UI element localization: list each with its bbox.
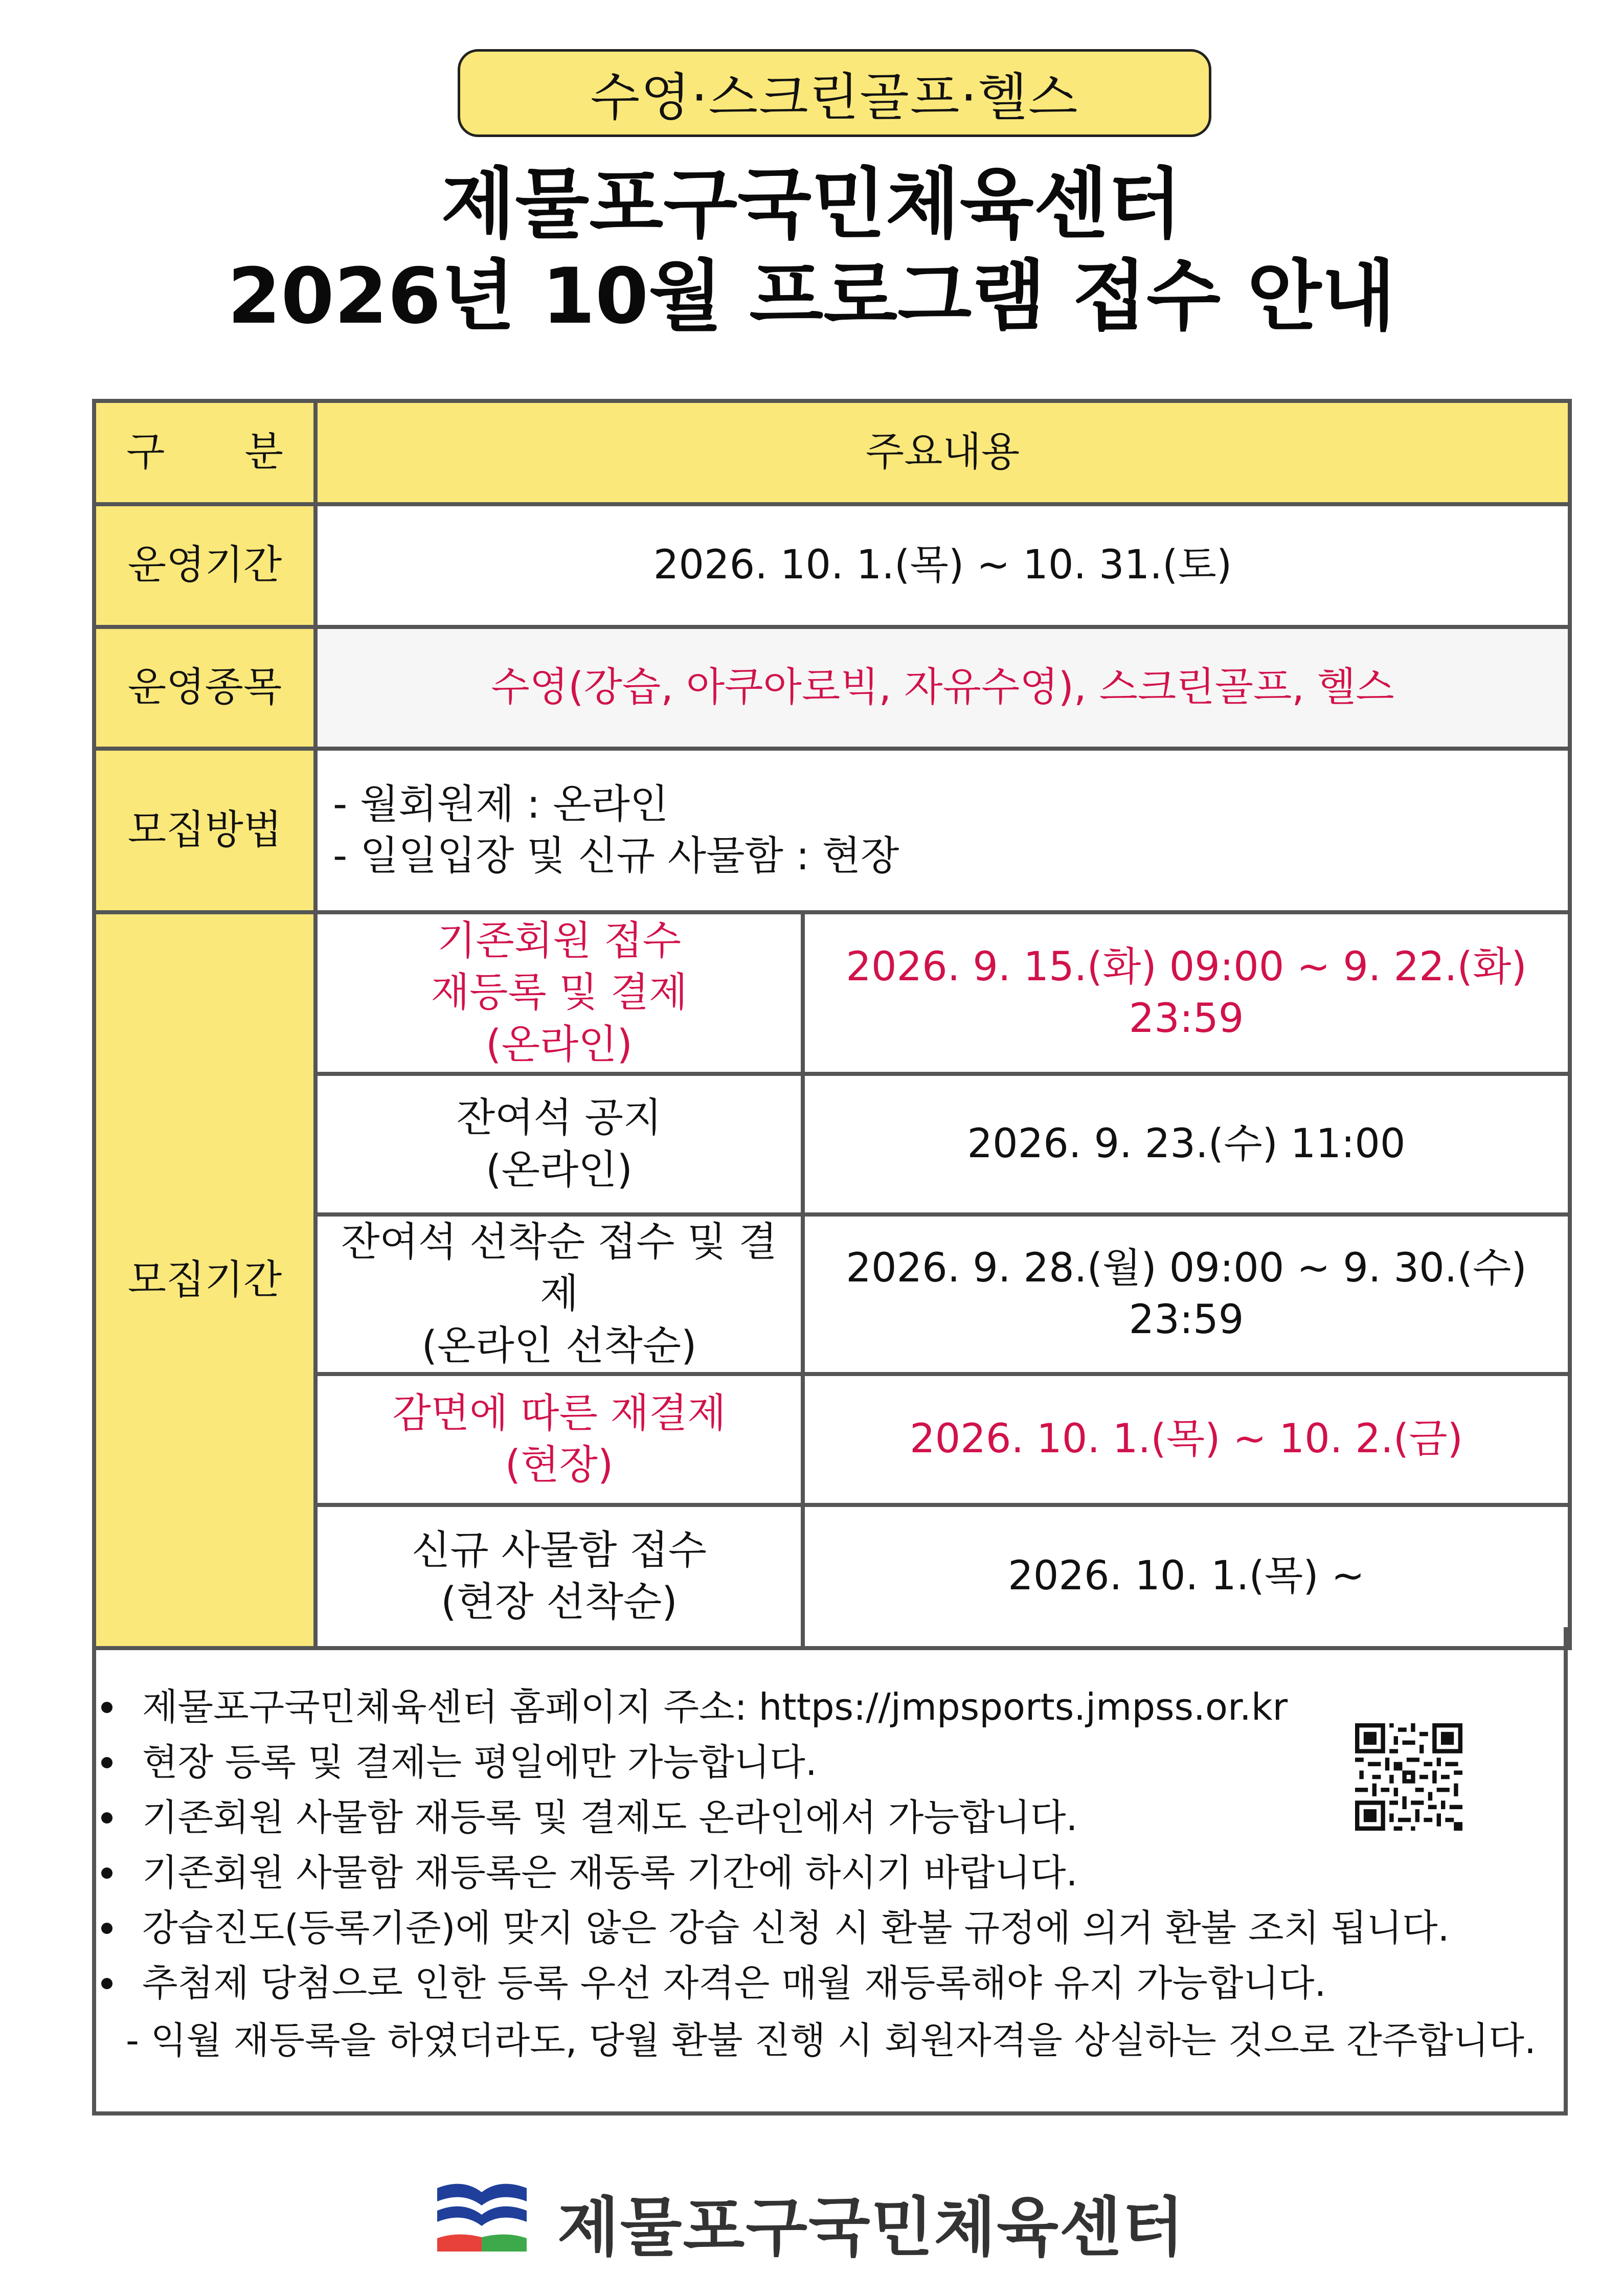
table-header-row (94, 401, 1570, 504)
note-text: 추첨제 당첨으로 인한 등록 우선 자격은 매월 재등록해야 유지 가능합니다. (142, 1962, 1326, 2005)
recruit-item-line: 재등록 및 결제 (431, 970, 688, 1016)
organization-logo-icon (435, 2181, 529, 2253)
table-row (94, 1374, 1570, 1505)
qr-code-icon[interactable] (1355, 1723, 1462, 1831)
note-text: 기존회원 사물함 재등록 및 결제도 온라인에서 가능합니다. (142, 1796, 1078, 1839)
recruit-item-line: 잔여석 선착순 접수 및 결제 (341, 1219, 777, 1317)
list-item (96, 1900, 1450, 1955)
recruit-item-line: 잔여석 공지 (456, 1095, 662, 1141)
table-row (94, 749, 1570, 912)
recruit-item-line: 감면에 따른 재결제 (392, 1390, 726, 1436)
sub-note: - 익월 재등록을 하였더라도, 당월 환불 진행 시 회원자격을 상실하는 것으로 간주합니다. (126, 2019, 1536, 2062)
category-label: 수영·스크린골프·헬스 (590, 67, 1079, 127)
bullet-icon (101, 1757, 112, 1768)
recruit-item-line: (온라인) (486, 1146, 633, 1193)
note-text: 제물포구국민체육센터 홈페이지 주소: https://jmpsports.jmpss.or.kr (142, 1685, 1288, 1728)
recruit-item-cell (315, 1374, 803, 1505)
program-info-table (92, 399, 1572, 1650)
row-label-operation-items: 운영종목 (94, 627, 315, 749)
bullet-icon (101, 1867, 112, 1879)
operation-period-value: 2026. 10. 1.(목) ~ 10. 31.(토) (315, 504, 1570, 627)
recruit-item-line: (온라인) (486, 1021, 633, 1068)
page-title: 제물포구국민체육센터 (441, 160, 1182, 249)
recruit-item-cell (315, 912, 803, 1074)
recruit-item-cell (315, 1074, 803, 1214)
row-label-recruit-period: 모집기간 (94, 912, 315, 1648)
recruit-date-cell: 2026. 9. 23.(수) 11:00 (803, 1074, 1570, 1214)
organization-name: 제물포구국민체육센터 (557, 2191, 1185, 2265)
table-row (94, 912, 1570, 1074)
header-cell-content: 주요내용 (315, 401, 1570, 504)
bullet-icon (101, 1702, 112, 1713)
category-badge (458, 49, 1211, 137)
notes-box (92, 1627, 1568, 2115)
list-item (96, 1955, 1450, 2011)
header-cell-category: 구 분 (94, 401, 315, 504)
table-row (94, 1214, 1570, 1374)
recruit-item-line: (현장) (505, 1442, 614, 1489)
row-label-recruit-method: 모집방법 (94, 749, 315, 912)
table-row (94, 1074, 1570, 1214)
recruit-date-cell: 2026. 9. 28.(월) 09:00 ~ 9. 30.(수) 23:59 (803, 1214, 1570, 1374)
recruit-item-cell (315, 1214, 803, 1374)
recruit-item-line: (현장 선착순) (441, 1579, 678, 1626)
table-row (94, 627, 1570, 749)
list-item (96, 1679, 1450, 1735)
row-label-operation-period: 운영기간 (94, 504, 315, 627)
list-item (96, 1735, 1450, 1790)
recruit-item-line: 기존회원 접수 (437, 917, 681, 964)
note-text: 현장 등록 및 결제는 평일에만 가능합니다. (142, 1741, 817, 1784)
note-text: 강습진도(등록기준)에 맞지 않은 강습 신청 시 환불 규정에 의거 환불 조치 됩니다. (142, 1906, 1450, 1949)
notes-list (96, 1679, 1450, 2011)
recruit-date-cell: 2026. 10. 1.(목) ~ 10. 2.(금) (803, 1374, 1570, 1505)
recruit-date-cell: 2026. 9. 15.(화) 09:00 ~ 9. 22.(화) 23:59 (803, 912, 1570, 1074)
list-item (96, 1845, 1450, 1900)
bullet-icon (101, 1978, 112, 1989)
bullet-icon (101, 1923, 112, 1934)
operation-items-value: 수영(강습, 아쿠아로빅, 자유수영), 스크린골프, 헬스 (315, 627, 1570, 749)
note-text: 기존회원 사물함 재등록은 재동록 기간에 하시기 바랍니다. (142, 1851, 1078, 1894)
recruit-method-line: - 일일입장 및 신규 사물함 : 현장 (333, 833, 899, 879)
table-row (94, 504, 1570, 627)
recruit-item-line: 신규 사물함 접수 (411, 1527, 707, 1573)
recruit-method-value (315, 749, 1570, 912)
recruit-item-line: (온라인 선착순) (421, 1322, 697, 1369)
list-item (96, 1790, 1450, 1845)
recruit-method-line: - 월회원제 : 온라인 (333, 781, 669, 827)
recruit-date-cell: 2026. 10. 1.(목) ~ (803, 1505, 1570, 1648)
page-subtitle: 2026년 10월 프로그램 접수 안내 (227, 252, 1396, 341)
bullet-icon (101, 1812, 112, 1824)
